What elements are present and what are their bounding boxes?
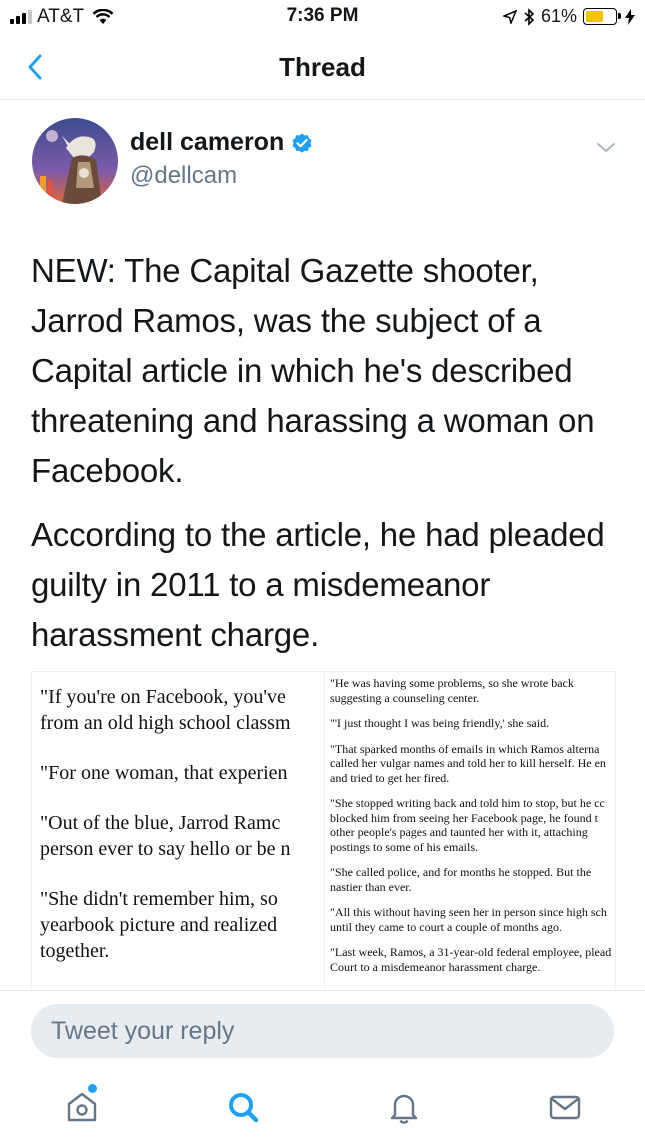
tab-notifications[interactable]: [379, 1084, 429, 1130]
battery-fill: [586, 11, 603, 22]
page-title: Thread: [279, 52, 366, 82]
tweet-paragraph: NEW: The Capital Gazette shooter, Jarrod Ramos, was the subject of a Capital article in which he's described threatening and harassing a woman on Facebook.: [31, 252, 595, 489]
chevron-down-icon: [594, 138, 618, 158]
status-time: 7:36 PM: [286, 5, 359, 26]
battery-icon: [583, 8, 617, 25]
carrier-name: AT&T: [37, 6, 85, 27]
navigation-bar: [0, 34, 645, 100]
search-icon: [225, 1089, 261, 1125]
author-display-name[interactable]: [130, 128, 314, 157]
article-paragraph: "He was having some problems, so she wrote back suggesting a counseling center.: [330, 676, 574, 705]
display-name-text: dell cameron: [130, 128, 285, 156]
article-paragraph: "All this without having seen her in person since high sch until they came to court a couple of months ago.: [330, 905, 607, 934]
article-paragraph: "Last week, Ramos, a 31-year-old federal employee, plead Court to a misdemeanor harassment charge.: [330, 945, 612, 974]
article-paragraph: "That sparked months of emails in which Ramos alterna called her vulgar names and told her to kill herself. He en and tried to get her fired.: [330, 741, 606, 785]
article-column-right: [330, 676, 616, 991]
tweet-paragraph: According to the article, he had pleaded guilty in 2011 to a misdemeanor harassment charge.: [31, 516, 605, 653]
article-quote: "She didn't remember him, so yearbook picture and realized together.: [40, 888, 278, 962]
home-unread-indicator: [88, 1084, 97, 1093]
tab-bar: [0, 1070, 645, 1147]
article-quote: "For one woman, that experien: [40, 762, 288, 784]
author-handle[interactable]: @dellcam: [130, 162, 238, 189]
status-right: [503, 6, 635, 27]
avatar-image: [32, 118, 118, 204]
article-quote: "Out of the blue, Jarrod Ramc person ever to say hello or be n: [40, 812, 291, 860]
tweet-options-button[interactable]: [594, 138, 618, 158]
tab-search[interactable]: [218, 1084, 268, 1130]
reply-divider: [0, 990, 645, 991]
tab-home[interactable]: [57, 1084, 107, 1130]
tweet-media-image[interactable]: [31, 671, 616, 991]
bell-icon: [386, 1089, 422, 1125]
home-icon: [64, 1089, 100, 1125]
article-paragraph: "She called police, and for months he stopped. But the nastier than ever.: [330, 865, 592, 894]
article-paragraph: "'I just thought I was being friendly,' she said.: [330, 716, 550, 730]
column-divider: [324, 672, 325, 991]
location-arrow-icon: [503, 10, 517, 24]
reply-placeholder: Tweet your reply: [51, 1017, 235, 1045]
article-column-left: [40, 684, 322, 988]
tab-messages[interactable]: [540, 1084, 590, 1130]
reply-input[interactable]: [31, 1004, 614, 1058]
tweet-text: [31, 246, 621, 674]
status-bar: [0, 0, 645, 34]
article-quote: "If you're on Facebook, you've from an old high school classm: [40, 686, 291, 734]
battery-percent: 61%: [540, 6, 577, 26]
avatar[interactable]: [32, 118, 118, 204]
article-paragraph: "She stopped writing back and told him to stop, but he cc blocked him from seeing her Facebook page, he found t other people's pages and taunted her with it, attaching postings to some of his emails.: [330, 796, 605, 854]
bluetooth-icon: [523, 8, 535, 26]
charging-bolt-icon: [625, 9, 635, 25]
envelope-icon: [547, 1089, 583, 1125]
verified-badge-icon: [290, 131, 314, 155]
